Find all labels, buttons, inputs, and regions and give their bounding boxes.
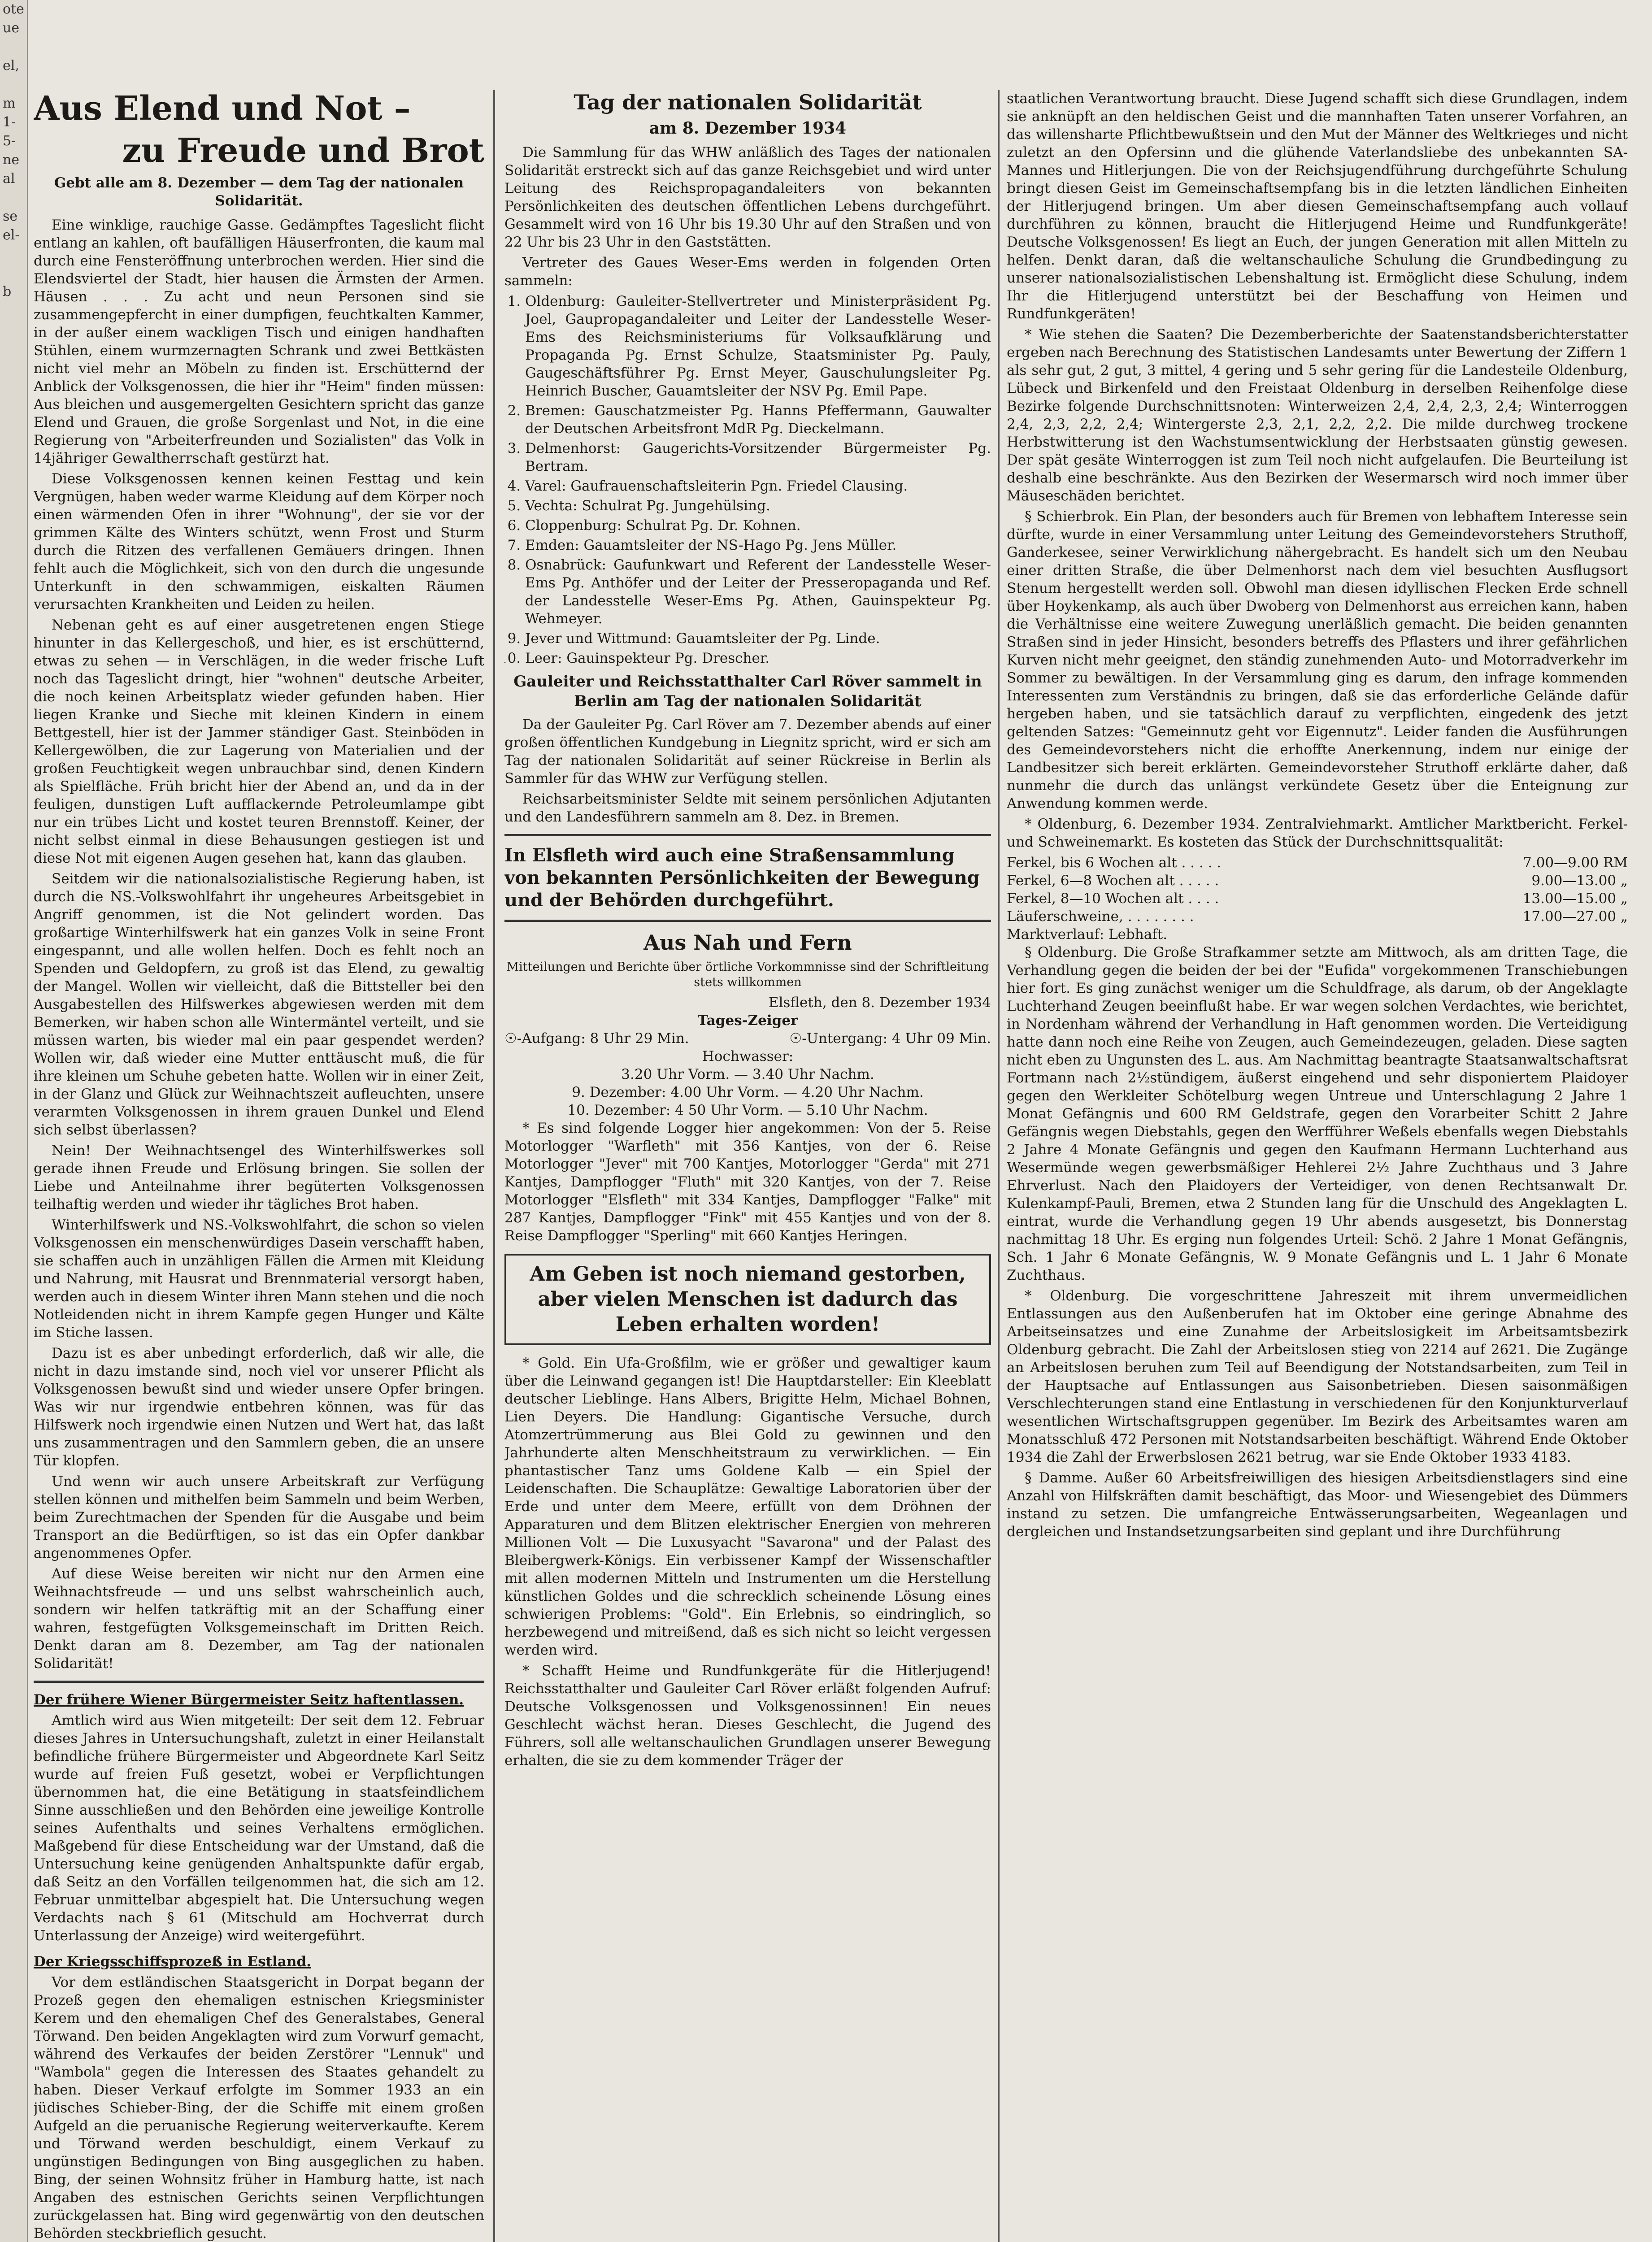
price-row (1007, 908, 1628, 925)
news-item-title: Der frühere Wiener Bürgermeister Seitz haftentlassen. (34, 1692, 464, 1708)
list-item: 5. Vechta: Schulrat Pg. Jungehülsing. (525, 497, 991, 515)
list-item: 6. Cloppenburg: Schulrat Pg. Dr. Kohnen. (525, 517, 991, 534)
sunrise: ☉-Aufgang: 8 Uhr 29 Min. (504, 1030, 689, 1047)
column-rule (493, 90, 495, 2242)
strip-fragment: el- (3, 227, 20, 243)
list-item: 10. Leer: Gauinspekteur Pg. Drescher. (525, 649, 991, 667)
strip-fragment: 5- (3, 133, 16, 149)
article-paragraph: Die Sammlung für das WHW anläßlich des Tages der nationalen Solidarität erstreckt sich auf das ganze Reichsgebiet und wird unter Leitung des Reichspropagandaleiters von bekannten Persönlichkeiten des deutschen öffentlichen Lebens durchgeführt. Gesammelt wird von 16 Uhr bis 19.30 Uhr auf den Straßen und von 22 Uhr bis 23 Uhr in den Gaststätten. (504, 144, 991, 250)
sunset: ☉-Untergang: 4 Uhr 09 Min. (789, 1030, 991, 1047)
strip-fragment: ue (3, 20, 20, 36)
article-paragraph: Auf diese Weise bereiten wir nicht nur den Armen eine Weihnachtsfreude — und uns selbst wahrscheinlich auch, sondern wir helfen tatkräftig mit an der Schaffung einer wahren, festgefügten Volksgemeinschaft im Dritten Reich. Denkt daran am 8. Dezember, am Tag der nationalen Solidarität! (34, 1566, 484, 1672)
strip-fragment (0, 471, 27, 490)
article-paragraph: * Schafft Heime und Rundfunkgeräte für die Hitlerjugend! Reichsstatthalter und Gauleiter Carl Röver erläßt folgenden Aufruf: Deutsche Volksgenossen und Volksgenossinnen! Ein neues Geschlecht wächst heran. Dieses Geschlecht, die Jugend des Führers, soll alle weltanschaulichen Grundlagen unserer Bewegung erhalten, die sie zu dem kommender Träger der (504, 1663, 991, 1768)
strip-fragment (0, 960, 27, 979)
strip-fragment (0, 508, 27, 527)
dateline: Elsfleth, den 8. Dezember 1934 (768, 995, 991, 1011)
strip-fragment (0, 998, 27, 1017)
strip-fragment (0, 1055, 27, 1073)
price-value: 9.00—13.00 „ (1531, 873, 1628, 889)
news-item-title: Der Kriegsschiffsprozeß in Estland. (34, 1954, 311, 1970)
strip-fragment: b (3, 284, 12, 300)
price-label: Ferkel, 8—10 Wochen alt . . . . (1007, 891, 1219, 907)
strip-fragment (0, 433, 27, 452)
strip-fragment (0, 640, 27, 659)
strip-fragment (0, 1017, 27, 1036)
strip-fragment (0, 264, 27, 282)
column-2 (504, 90, 991, 2242)
strip-fragment (0, 810, 27, 829)
divider (504, 834, 991, 836)
article-paragraph: § Oldenburg. Die Große Strafkammer setzte am Mittwoch, als am dritten Tage, die Verhandlung gegen die beiden der bei der "Eufida" vorgekommenen Transchiebungen hier fort. Es ging zunächst weniger um die Schuldfrage, als darum, ob der Angeklagte Luchterhand Zeugen beeinflußt habe. Er war wegen solchen Verdachtes, wie berichtet, in Nordenham während der Verhandlung in Haft genommen worden. Die Verteidigung hatte dann noch eine Reihe von Zeugen, auch Gemeindezeugen, geladen. Diese sagten nicht eben zu Ungunsten des L. aus. Am Nachmittag beantragte Staatsanwaltschaftsrat Fortmann nach 2½stündigem, äußerst eingehend und sehr disponiertem Plaidoyer gegen den Werkleiter Schötelburg wegen Untreue und Unterschlagung 2 Jahre 1 Monat Gefängnis und 600 RM Geldstrafe, gegen den Vorarbeiter Schitt 2 Jahre Gefängnis wegen Diebstahls, gegen den Werfführer Weßels ebenfalls wegen Diebstahls 2 Jahre 4 Monate Gefängnis und gegen den Kaufmann Hermann Luchterhand aus Wesermünde wegen gewerbsmäßiger Hehlerei 2½ Jahre Zuchthaus und 3 Jahre Ehrverlust. Nach den Plaidoyers der Verteidiger, von denen Rechtsanwalt Dr. Kulenkampf-Pauli, Bremen, etwa 2 Stunden lang für die Unschuld des Angeklagten L. eintrat, wurde die Verhandlung gegen 19 Uhr abends ausgesetzt, bis Donnerstag nachmittag 18 Uhr. Es erging nun folgendes Urteil: Schö. 2 Jahre 1 Monat Gefängnis, Sch. 1 Jahr 6 Monate Gefängnis, W. 9 Monate Gefängnis und L. 1 Jahr 6 Monate Zuchthaus. (1007, 944, 1628, 1283)
roever-headline: Gauleiter und Reichsstatthalter Carl Röver sammelt in Berlin am Tag der nationalen Solidarität (513, 673, 982, 710)
price-label: Läuferschweine, . . . . . . . . (1007, 908, 1194, 925)
strip-fragment: m (3, 96, 16, 111)
strip-fragment (0, 546, 27, 565)
strip-fragment (0, 1036, 27, 1055)
article-paragraph: staatlichen Verantwortung braucht. Diese Jugend schafft sich diese Grundlagen, indem sie anknüpft an den heldischen Geist und die mannhaften Taten unserer Vorfahren, an das willensharte Pflichtbewußtsein und den Mut der Männer des Weltkrieges und nicht zuletzt an den Opfersinn und die glühende Vaterlandsliebe des unbekannten SA-Mannes und Hitlerjungen. Die von der Reichsjugendführung durchgeführte Schulung bringt diesen Geist im Gemeinschaftsempfang bis in die letzten ländlichen Einheiten der Hitlerjugend bringen. Um aber diesen Gemeinschaftsempfang auch vollauf durchführen zu können, braucht die Hitlerjugend Heime und Rundfunkgeräte! Deutsche Volksgenossen! Es liegt an Euch, der jungen Generation mit allen Mitteln zu helfen. Denkt daran, daß die weltanschauliche Schulung die Grundbedingung zu unserer nationalsozialistischen Lebenshaltung ist. Ermöglicht diese Schulung, indem Ihr die Hitlerjugend unterstützt bei der Beschaffung von Heimen und Rundfunkgeräten! (1007, 91, 1628, 322)
strip-fragment (0, 734, 27, 753)
news-item-text: Amtlich wird aus Wien mitgeteilt: Der seit dem 12. Februar dieses Jahres in Untersuchungshaft, zuletzt in einer Heilanstalt befindliche frühere Bürgermeister und Abgeordnete Karl Seitz wurde auf freien Fuß gesetzt, wobei er Verpflichtungen übernommen hat, die eine Betätigung in staatsfeindlichem Sinne ausschließen und den Behörden eine jeweilige Kontrolle seines Aufenthalts und seines Verhaltens ermöglichen. Maßgebend für diese Entscheidung war der Umstand, daß die Untersuchung keine genügenden Anhaltspunkte dafür ergab, daß Seitz an den Vorfällen teilgenommen hat, die sich am 12. Februar unmittelbar abgespielt hat. Die Untersuchung wegen Verdachts nach § 61 (Mitschuld am Hochverrat durch Unterlassung der Anzeige) wird weitergeführt. (34, 1712, 484, 1944)
hochwasser-row: 9. Dezember: 4.00 Uhr Vorm. — 4.20 Uhr Nachm. (572, 1084, 924, 1100)
strip-fragment (0, 395, 27, 414)
column-1 (34, 90, 484, 2242)
price-value: 17.00—27.00 „ (1522, 908, 1628, 925)
sun-times (504, 1030, 991, 1047)
article-paragraph: Vertreter des Gaues Weser-Ems werden in folgenden Orten sammeln: (504, 255, 991, 289)
strip-fragment (0, 659, 27, 678)
strip-fragment (0, 678, 27, 697)
strip-fragment (0, 904, 27, 923)
article-paragraph: Diese Volksgenossen kennen keinen Festtag und kein Vergnügen, haben weder warme Kleidung auf dem Körper noch einen wärmenden Ofen in ihrer "Wohnung", der sie vor der grimmen Kälte des Winters schützt, wenn Frost und Sturm durch die Ritzen des verfallenen Gemäuers dringen. Ihnen fehlt auch die Möglichkeit, sich von den durch die ungesunde Unterkunft in den schwammigen, eiskalten Räumen verursachten Krankheiten und Leiden zu heilen. (34, 471, 484, 613)
strip-fragment (0, 565, 27, 584)
strip-fragment (0, 75, 27, 94)
list-item: 8. Osnabrück: Gaufunkwart und Referent der Landesstelle Weser-Ems Pg. Anthöfer und der Leiter der Presseropaganda und Ref. der Landesstelle Weser-Ems Pg. Athen, Gauinspekteur Pg. Wehmeyer. (525, 556, 991, 628)
list-item: 1. Oldenburg: Gauleiter-Stellvertreter und Ministerpräsident Pg. Joel, Gaupropagandaleiter und Leiter der Landesstelle Weser-Ems des Reichsministeriums für Volksaufklärung und Propaganda Pg. Ernst Schulze, Staatsminister Pg. Pauly, Gaugeschäftsführer Pg. Ernst Meyer, Gauschulungsleiter Pg. Heinrich Buscher, Gauamtsleiter der NSV Pg. Emil Pape. (525, 292, 991, 400)
strip-fragment: se (3, 209, 18, 224)
strip-fragment: al (3, 171, 15, 187)
strip-fragment (0, 791, 27, 810)
price-row (1007, 872, 1628, 890)
divider (34, 1681, 484, 1683)
price-value: 13.00—15.00 „ (1522, 891, 1628, 907)
strip-fragment: 1- (3, 114, 16, 130)
strip-fragment (0, 866, 27, 885)
article-paragraph: * Es sind folgende Logger hier angekommen: Von der 5. Reise Motorlogger "Warfleth" mit 356 Kantjes, von der 6. Reise Motorlogger "Jever" mit 700 Kantjes, Motorlogger "Gerda" mit 271 Kantjes, Dampflogger "Fluth" mit 320 Kantjes, von der 7. Reise Motorlogger "Elsfleth" mit 334 Kantjes, Dampflogger "Falke" mit 287 Kantjes, Dampflogger "Fink" mit 455 Kantjes und von der 8. Reise Dampflogger "Sperling" mit 660 Kantjes Heringen. (504, 1120, 991, 1244)
hochwasser-row: 3.20 Uhr Vorm. — 3.40 Uhr Nachm. (621, 1066, 874, 1082)
strip-fragment (0, 245, 27, 264)
strip-fragment (0, 38, 27, 56)
article-paragraph: Und wenn wir auch unsere Arbeitskraft zur Verfügung stellen können und mithelfen beim Sammeln und beim Werben, beim Zurechtmachen der Spenden für die Ausgabe und beim Transport an die Bedürftigen, so ist das ein Opfer dankbar angenommenes Opfer. (34, 1473, 484, 1561)
article-paragraph: § Damme. Außer 60 Arbeitsfreiwilligen des hiesigen Arbeitsdienstlagers sind eine Anzahl von Hilfskräften damit beschäftigt, das Moor- und Wiesengebiet des Dümmers instand zu setzen. Die umfangreiche Entwässerungsarbeiten, Wegeanlagen und dergleichen und Instandsetzungsarbeiten sind geplant und ihre Durchführung (1007, 1470, 1628, 1540)
strip-fragment (0, 452, 27, 471)
list-item: 9. Jever und Wittmund: Gauamtsleiter der Pg. Linde. (525, 630, 991, 647)
hochwasser-row: 10. Dezember: 4 50 Uhr Vorm. — 5.10 Uhr Nachm. (567, 1102, 928, 1118)
motto-text: Am Geben ist noch niemand gestorben, aber vielen Menschen ist dadurch das Leben erhalten worden! (530, 1263, 966, 1336)
strip-fragment (0, 979, 27, 998)
strip-fragment (0, 697, 27, 716)
price-row (1007, 890, 1628, 908)
section-title: Aus Nah und Fern (643, 930, 852, 955)
strip-fragment (0, 621, 27, 640)
strip-fragment (0, 339, 27, 358)
divider (504, 920, 991, 922)
strip-fragment (0, 847, 27, 866)
strip-fragment (0, 1111, 27, 1130)
article-paragraph: * Wie stehen die Saaten? Die Dezemberberichte der Saatenstandsberichterstatter ergeben nach Berechnung des Statistischen Landesamts unter Bewertung der Ziffern 1 als sehr gut, 2 gut, 3 mittel, 4 gering und 5 sehr gering für die Landesteile Oldenburg, Lübeck und Birkenfeld und den Freistaat Oldenburg in derselben Reihenfolge diese Bezirke folgende Durchschnittsnoten: Winterweizen 2,4, 2,4, 2,3, 2,4; Winterroggen 2,4, 2,3, 2,2, 2,4; Wintergerste 2,3, 2,1, 2,2, 2,2. Die milde durchweg trockene Herbstwitterung ist den Wachstumsentwicklung der Herbstsaaten günstig gewesen. Der spät gesäte Winterroggen ist zum Teil noch nicht aufgelaufen. Die Beurteilung ist deshalb eine beschränkte. Aus den Bezirken der Wesermarsch wird noch immer über Mäuseschäden berichtet. (1007, 326, 1628, 504)
article-paragraph: * Gold. Ein Ufa-Großfilm, wie er größer und gewaltiger kaum über die Leinwand gegangen ist! Die Hauptdarsteller: Ein Kleeblatt deutscher Lieblinge. Hans Albers, Brigitte Helm, Michael Bohnen, Lien Deyers. Die Handlung: Gigantische Versuche, durch Atomzertrümmerung aus Blei Gold zu gewinnen und den Jahrhunderte alten Menschheitstraum zu verwirklichen. — Ein phantastischer Tanz ums Goldene Kalb — ein Spiel der Leidenschaften. Die Schauplätze: Gewaltige Laboratorien über der Erde und unter dem Meere, erfüllt von dem Dröhnen der Apparaturen und dem Blitzen elektrischer Energien von mehreren Millionen Volt — Die Luxusyacht "Savarona" und der Palast des Bleibergwerk-Königs. Ein verbissener Kampf der Wissenschaftler mit allen modernen Mitteln und Instrumenten um die Herstellung künstlichen Goldes und die schrecklich scheinende Lösung eines schwierigen Problems: "Gold". Ein Erlebnis, so eindringlich, so herzbewegend und mitreißend, daß es sich nicht so leicht vergessen werden wird. (504, 1355, 991, 1658)
strip-fragment (0, 716, 27, 734)
market-course: Marktverlauf: Lebhaft. (1007, 926, 1168, 943)
strip-fragment (0, 584, 27, 603)
list-item: 2. Bremen: Gauschatzmeister Pg. Hanns Pfeffermann, Gauwalter der Deutschen Arbeitsfront MdR Pg. Dieckelmann. (525, 402, 991, 438)
list-item: 7. Emden: Gauamtsleiter der NS-Hago Pg. Jens Müller. (525, 536, 991, 554)
strip-fragment (0, 1073, 27, 1092)
price-label: Ferkel, bis 6 Wochen alt . . . . . (1007, 855, 1222, 871)
price-row (1007, 854, 1628, 872)
article-paragraph: Nebenan geht es auf einer ausgetretenen engen Stiege hinunter in das Kellergeschoß, und hier, es ist erschütternd, etwas zu sehen — in Verschlägen, in die weder frische Luft noch das Tageslicht dringt, hier "wohnen" deutsche Arbeiter, die noch keinen Arbeitsplatz wieder gefunden haben. Hier liegen Kranke und Sieche mit kleinen Kindern in einem Bettgestell, hier ist der Jammer ständiger Gast. Steinböden in Kellergewölben, die zur Lagerung von Materialien und der großen Feuchtigkeit wegen unbrauchbar sind, denen Kindern als Spielfläche. Früh bricht hier der Abend an, und da in der feuligen, dunstigen Luft aufflackernde Petroleumlampe gibt nur ein trübes Licht und kostet teuren Brennstoff. Keiner, der nicht selbst einmal in diese Behausungen gestiegen ist und diese Not mit eigenen Augen gesehen hat, kann das glauben. (34, 617, 484, 866)
strip-fragment (0, 753, 27, 772)
strip-fragment (0, 1130, 27, 1149)
tages-zeiger-title: Tages-Zeiger (697, 1012, 798, 1029)
price-value: 7.00—9.00 RM (1523, 855, 1628, 871)
list-item: 4. Varel: Gaufrauenschaftsleiterin Pgn. Friedel Clausing. (525, 477, 991, 495)
strip-fragment (0, 301, 27, 320)
strip-fragment (0, 923, 27, 942)
article-paragraph: Reichsarbeitsminister Seldte mit seinem persönlichen Adjutanten und den Landesführern sammeln am 8. Dez. in Bremen. (504, 791, 991, 825)
section-subtitle: Mitteilungen und Berichte über örtliche Vorkommnisse sind der Schriftleitung stets willkommen (506, 960, 989, 989)
strip-fragment (0, 358, 27, 377)
article-paragraph: Da der Gauleiter Pg. Carl Röver am 7. Dezember abends auf einer großen öffentlichen Kundgebung in Liegnitz spricht, wird er sich am Tag der nationalen Solidarität auf seiner Rückreise in Berlin als Sammler für das WHW zur Verfügung stellen. (504, 717, 991, 786)
strip-fragment (0, 885, 27, 904)
column-3 (1007, 90, 1628, 2242)
article-paragraph: § Schierbrok. Ein Plan, der besonders auch für Bremen von lebhaftem Interesse sein dürfte, wurde in einer Versammlung unter Leitung des Gemeindevorstehers Struthoff, Ganderkesee, seiner Verwirklichung nähergebracht. Es handelt sich um den Neubau einer dritten Straße, die über Delmenhorst nach dem viel besuchten Ausflugsort Stenum hergestellt werden soll. Obwohl man diesen idyllischen Flecken Erde schnell über Hoykenkamp, als auch über Dwoberg von Delmenhorst aus erreichen kann, haben die Verhältnisse eine weitere Zuwegung unerläßlich gemacht. Die beiden genannten Straßen sind in jeder Hinsicht, besonders betreffs des Pflasters und ihrer gefährlichen Kurven nicht mehr geeignet, den ständig zunehmenden Auto- und Motorradverkehr im Sommer zu bewältigen. In der Versammlung ging es darum, den infrage kommenden Interessenten zum Verständnis zu bringen, daß sie das erforderliche Gelände dafür hergeben haben, und sie tatsächlich darauf zu verpflichten, eingedenk des jetzt geltenden Satzes: "Gemeinnutz geht vor Eigennutz". Leider fanden die Ausführungen des Gemeindevorstehers nicht die erhoffte Anerkennung, indem nur einige der Landbesitzer sich bereit erklärten. Gemeindevorsteher Struthoff erklärte daher, daß nunmehr die durch das unlängst verkündete Gesetz über die Enteignung zur Anwendung kommen werde. (1007, 508, 1628, 812)
strip-fragment: ote (3, 1, 24, 17)
strip-fragment (0, 320, 27, 339)
article-paragraph: * Oldenburg. Die vorgeschrittene Jahreszeit mit ihrem unvermeidlichen Entlassungen aus den Außenberufen hat im Oktober eine geringe Abnahme des Arbeitseinsatzes und eine Zunahme der Arbeitslosigkeit im Arbeitsamtsbezirk Oldenburg gebracht. Die Zahl der Arbeitslosen stieg von 2214 auf 2621. Die Zugänge an Arbeitslosen beruhen zum Teil auf Beendigung der Notstandsarbeiten, zum Teil in der Hauptsache auf Entlassungen aus Saisonbetrieben. Diesen saisonmäßigen Verschlechterungen stand eine Entlastung in verschiedenen für den Konjunkturverlauf wesentlichen Wirtschaftsgruppen gegenüber. Im Bezirk des Arbeitsamtes waren am Monatsschluß 472 Personen mit Notstandsarbeiten beschäftigt. Während Ende Oktober 1934 die Zahl der Erwerbslosen 2621 betrug, war sie Ende Oktober 1933 4183. (1007, 1288, 1628, 1465)
list-item: 3. Delmenhorst: Gaugerichts-Vorsitzender Bürgermeister Pg. Bertram. (525, 439, 991, 475)
strip-fragment (0, 1092, 27, 1111)
strip-fragment (0, 772, 27, 791)
strip-fragment (0, 527, 27, 546)
solidarity-date: am 8. Dezember 1934 (649, 119, 847, 138)
strip-fragment: ne (3, 152, 20, 168)
article-paragraph: Dazu ist es aber unbedingt erforderlich, daß wir alle, die nicht in dazu imstande sind, noch viel vor unserer Pflicht als Volksgenossen bewußt sind und wieder unsere Opfer bringen. Was wir nur irgendwie entbehren können, was für das Hilfswerk noch irgendwie einen Nutzen und Wert hat, das laßt uns zusammentragen und den Sammlern geben, die an unsere Tür klopfen. (34, 1345, 484, 1469)
strip-fragment (0, 414, 27, 433)
strip-fragment (0, 188, 27, 207)
column-rule (998, 90, 1000, 2242)
article-paragraph: Seitdem wir die nationalsozialistische Regierung haben, ist durch die NS.-Volkswohlfahrt ihr ungeheures Arbeitsgebiet in Angriff genommen, ist die Not gelindert worden. Das großartige Winterhilfswerk hat ein ganzes Volk in seine Front eingespannt, und alle wollen helfen. Doch es fehlt noch an Spenden und Geldopfern, zu groß ist das Elend, zu gewaltig der Mangel. Wollen wir vielleicht, daß die Bittsteller bei den Ausgabestellen des Hilfswerkes abgewiesen werden mit dem Bemerken, wir haben schon alle Wintermäntel verteilt, und sie müssen warten, bis wieder mal ein paar gespendet werden? Wollen wir, daß wieder eine Mutter enttäuscht muß, die für ihre kleinen um Schuhe gebeten hatte. Wollen wir in einer Zeit, in der Glanz und Glück zur Weihnachtszeit aufleuchten, unsere verarmten Volksgenossen in ihrem grauen Dunkel und Elend sich selbst überlassen? (34, 871, 484, 1138)
hochwasser-title: Hochwasser: (702, 1048, 794, 1065)
article-paragraph: Winterhilfswerk und NS.-Volkswohlfahrt, die schon so vielen Volksgenossen ein menschenwürdiges Dasein verschafft haben, sie schaffen auch in unzähligen Fällen die Armen mit Kleidung und Nahrung, mit Hausrat und Brennmaterial versorgt haben, werden auch in diesem Winter ihren Mann stehen und die noch Notleidenden nicht in ihrem Kampfe gegen Hunger und Kälte im Stiche lassen. (34, 1217, 484, 1341)
elsfleth-box: In Elsfleth wird auch eine Straßensammlung von bekannten Persönlichkeiten der Bewegung und der Behörden durchgeführt. (504, 845, 980, 911)
strip-fragment (0, 603, 27, 621)
strip-fragment: el, (3, 58, 19, 74)
article-paragraph: Nein! Der Weihnachtsengel des Winterhilfswerkes soll gerade ihnen Freude und Erlösung bringen. Sie sollen der Liebe und Anteilnahme ihrer begüterten Volksgenossen teilhaftig werden und wieder ihr tägliches Brot haben. (34, 1143, 484, 1212)
adjacent-page-strip (0, 0, 28, 2242)
price-label: Ferkel, 6—8 Wochen alt . . . . . (1007, 873, 1219, 889)
market-report-head: * Oldenburg, 6. Dezember 1934. Zentralviehmarkt. Amtlicher Marktbericht. Ferkel- und Schweinemarkt. Es kosteten das Stück der Durchschnittsqualität: (1007, 816, 1628, 850)
solidarity-title: Tag der nationalen Solidarität (574, 90, 922, 114)
strip-fragment (0, 377, 27, 395)
strip-fragment (0, 829, 27, 847)
strip-fragment (0, 942, 27, 960)
motto-box (504, 1254, 991, 1345)
collector-list (504, 292, 991, 667)
subheadline: Gebt alle am 8. Dezember — dem Tag der nationalen Solidarität. (54, 175, 464, 209)
headline-1: Aus Elend und Not – (34, 90, 411, 128)
article-paragraph: Eine winklige, rauchige Gasse. Gedämpftes Tageslicht flicht entlang an kahlen, oft baufälligen Häuserfronten, die kaum mal durch eine Fensteröffnung unterbrochen werden. Hier sind die Elendsviertel der Stadt, hier hausen die Ärmsten der Armen. Häusen . . . Zu acht und neun Personen sind sie zusammengepfercht in einer dumpfigen, feuchtkalten Kammer, in der außer einem wackligen Tisch und einigen handhaften Stühlen, einem wurmzernagten Schrank und zwei Bettkästen nicht viel mehr an Möbeln zu finden ist. Erschütternd der Anblick der Volksgenossen, die hier ihr "Heim" finden müssen: Aus bleichen und ausgemergelten Gesichtern spricht das ganze Elend und Grauen, die große Sorgenlast und Not, in die eine Regierung von "Arbeiterfreunden und Sozialisten" das Volk in 14jähriger Gewaltherrschaft gestürzt hat. (34, 217, 484, 466)
strip-fragment (0, 490, 27, 508)
news-item-text: Vor dem estländischen Staatsgericht in Dorpat begann der Prozeß gegen den ehemaligen estnischen Kriegsminister Kerem und den ehemaligen Chef des Generalstabes, General Törwand. Den beiden Angeklagten wird zum Vorwurf gemacht, während des Verkaufes der beiden Zerstörer "Lennuk" und "Wambola" gegen die Interessen des Staates gehandelt zu haben. Dieser Verkauf erfolgte im Sommer 1933 an ein jüdisches Schieber-Bing, der die Schiffe mit einem großen Aufgeld an die peruanische Regierung weiterverkaufte. Kerem und Törwand werden beschuldigt, einem Verkauf zu ungünstigen Bedingungen von Bing ausgeglichen zu haben. Bing, der seinen Wohnsitz früher in Hamburg hatte, ist nach Angaben des estnischen Gerichts seinen Verpflichtungen zurückgelassen hat. Bing wird gegenwärtig von den deutschen Behörden steckbrieflich gesucht. (34, 1974, 484, 2242)
headline-2: zu Freude und Brot (122, 131, 484, 170)
